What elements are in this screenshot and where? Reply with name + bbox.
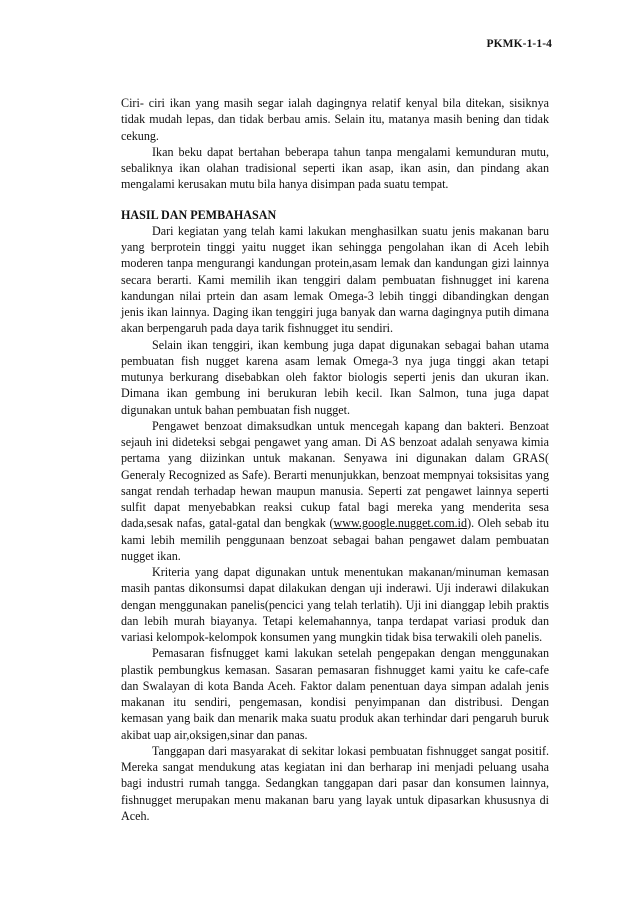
section-paragraph-2: Selain ikan tenggiri, ikan kembung juga dapat digunakan sebagai bahan utama pembuatan fish nugget karena asam lemak Omega-3 nya juga tinggi akan tetapi mutunya berkurang disebabkan oleh faktor biologis seperti jenis dan ukuran ikan. Dimana ikan gembung ini berukuran lebih kecil. Ikan Salmon, tuna juga dapat digunakan untuk bahan pembuatan fish nugget. [121, 337, 549, 417]
section-paragraph-6: Tanggapan dari masyarakat di sekitar lokasi pembuatan fishnugget sangat positif. Mereka sangat mendukung atas kegiatan ini dan berharap ini menjadi peluang usaha bagi industri rumah tangga. Sedangkan tanggapan dari pasar dan konsumen lainnya, fishnugget merupakan menu makanan baru yang layak untuk dipasarkan khususnya di Aceh. [121, 743, 549, 823]
reference-link[interactable]: www.google.nugget.com.id [333, 516, 468, 531]
section-paragraph-3 [121, 418, 549, 564]
page-header-code: PKMK-1-1-4 [486, 38, 552, 50]
section-paragraph-4: Kriteria yang dapat digunakan untuk menentukan makanan/minuman kemasan masih pantas dikonsumsi dapat dilakukan dengan uji inderawi. Uji inderawi dilakukan dengan menggunakan panelis(pencici yang telah terlatih). Uji ini dianggap lebih praktis dan lebih murah biayanya. Tetapi kelemahannya, tanpa terdapat variasi produk dan variasi kelompok-kelompok konsumen yang mungkin tidak bisa terwakili oleh panelis. [121, 565, 549, 644]
document-body [121, 95, 549, 824]
paragraph-3-text-before-link: Pengawet benzoat dimaksudkan untuk mencegah kapang dan bakteri. Benzoat sejauh ini dideteksi sebgai pengawet yang aman. Di AS benzoat adalah senyawa kimia pertama yang diizinkan untuk makanan. Senyawa ini digunakan dalam GRAS( Generaly Recognized as Safe). Berarti menunjukkan, benzoat mempnyai toksisitas yang sangat rendah terhadap hewan maupun manusia. Seperti zat pengawet lainnya seperti sulfit dapat menyebabkan reaksi cukup fatal bagi mereka yang menderita sesa dada,sesak nafas, gatal-gatal dan bengkak ( [121, 418, 549, 531]
paragraph-3-text-after-link: ). Oleh sebab itu kami lebih memilih penggunaan benzoat sebagai bahan pengawet dalam pembuatan nugget ikan. [121, 516, 549, 563]
intro-paragraph-1: Ciri- ciri ikan yang masih segar ialah dagingnya relatif kenyal bila ditekan, sisiknya tidak mudah lepas, dan tidak berbau amis. Selain itu, matanya masih bening dan tidak cekung. [121, 96, 549, 143]
intro-paragraph-2: Ikan beku dapat bertahan beberapa tahun tanpa mengalami kemunduran mutu, sebaliknya ikan olahan tradisional seperti ikan asap, ikan asin, dan pindang akan mengalami kerusakan mutu bila hanya disimpan pada suatu tempat. [121, 144, 549, 192]
section-paragraph-1: Dari kegiatan yang telah kami lakukan menghasilkan suatu jenis makanan baru yang berprotein tinggi yaitu nugget ikan sehingga pengolahan ikan di Aceh lebih moderen tanpa mengurangi kandungan protein,asam lemak dan kandungan gizi lainnya secara berarti. Kami memilih ikan tenggiri dalam pembuatan fishnugget ini karena kandungan nilai prtein dan asam lemak Omega-3 lebih tinggi dibandingkan dengan jenis ikan lainnya. Daging ikan tenggiri juga banyak dan warna dagingnya putih dimana akan berpengaruh pada daya tarik fishnugget itu sendiri. [121, 223, 549, 336]
section-paragraph-5: Pemasaran fisfnugget kami lakukan setelah pengepakan dengan menggunakan plastik pembungkus kemasan. Sasaran pemasaran fishnugget kami yaitu ke cafe-cafe dan Swalayan di kota Banda Aceh. Faktor dalam penentuan daya simpan adalah jenis makanan itu sendiri, pengemasan, kondisi penyimpanan dan distribusi. Dengan kemasan yang baik dan menarik maka suatu produk akan terhindar dari pengaruh buruk akibat uap air,oksigen,sinar dan panas. [121, 646, 549, 742]
section-heading: HASIL DAN PEMBAHASAN [121, 207, 277, 222]
